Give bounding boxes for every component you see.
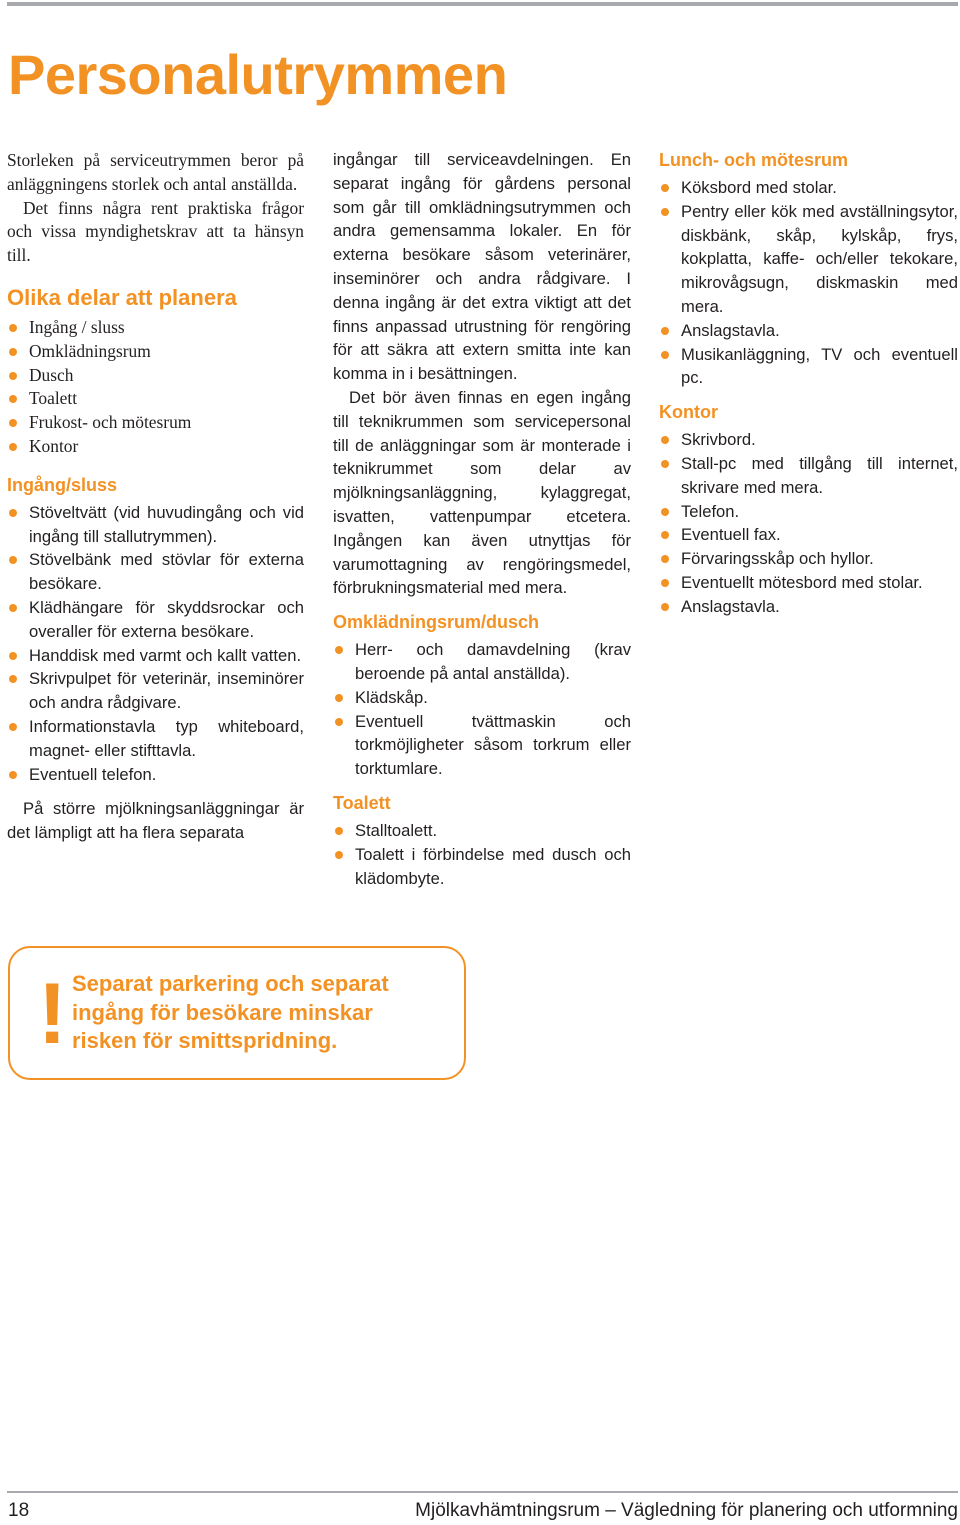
bullet-icon <box>9 348 17 356</box>
kontor-list <box>659 428 958 618</box>
top-rule <box>7 2 958 6</box>
callout-box <box>8 946 466 1080</box>
bullet-icon <box>9 324 17 332</box>
bullet-icon <box>9 652 17 660</box>
page-number: 18 <box>8 1500 30 1521</box>
bullet-icon <box>661 603 669 611</box>
column-2 <box>333 148 631 890</box>
list-item: Skrivpulpet för veterinär, inseminörer och andra rådgivare. <box>7 667 304 715</box>
bullet-icon <box>9 556 17 564</box>
bullet-icon <box>9 395 17 403</box>
bullet-icon <box>9 723 17 731</box>
section-heading-lunch: Lunch- och mötesrum <box>659 150 849 170</box>
list-item: Dusch <box>7 364 304 388</box>
bullet-icon <box>661 508 669 516</box>
lunch-list <box>659 176 958 390</box>
list-item: Kontor <box>7 435 304 459</box>
list-item: Pentry eller kök med avställningsytor, diskbänk, skåp, kylskåp, frys, kokplatta, kaffe- och/eller tekokare, mikrovågsugn, diskmaskin med mera. <box>659 200 958 319</box>
intro-paragraph: Storleken på serviceutrymmen beror på anläggningens storlek och antal anställda. <box>7 150 304 194</box>
list-item: Stall-pc med tillgång till internet, skrivare med mera. <box>659 452 958 500</box>
exclamation-icon: ! <box>38 966 67 1062</box>
list-item: Skrivbord. <box>659 428 958 452</box>
bullet-icon <box>9 372 17 380</box>
list-item: Stöveltvätt (vid huvudingång och vid ingång till stallutrymmen). <box>7 501 304 549</box>
list-item: Stalltoalett. <box>333 819 631 843</box>
bullet-icon <box>9 419 17 427</box>
bullet-icon <box>661 531 669 539</box>
body-paragraph: ingångar till serviceavdelningen. En separat ingång för gårdens personal som går till omklädningsutrymmen och andra gemensamma lokaler. En för externa besökare såsom veterinärer, inseminörer och andra rådgivare. I denna ingång är det extra viktigt att det finns anpassad utrustning för rengöring för att säkra att extern smitta inte kan komma in i besättningen. <box>333 150 631 384</box>
list-item: Informationstavla typ whiteboard, magnet- eller stifttavla. <box>7 715 304 763</box>
list-item: Eventuell telefon. <box>7 763 304 787</box>
bullet-icon <box>661 436 669 444</box>
page-title: Personalutrymmen <box>8 43 508 106</box>
callout-text: Separat parkering och separat ingång för besökare minskar risken för smittspridning. <box>72 971 389 1053</box>
bullet-icon <box>661 555 669 563</box>
section-heading-omkladning: Omklädningsrum/dusch <box>333 612 540 633</box>
list-item: Klädhängare för skyddsrockar och overaller för externa besökare. <box>7 596 304 644</box>
list-item: Köksbord med stolar. <box>659 176 958 200</box>
list-item: Musikanläggning, TV och eventuell pc. <box>659 343 958 391</box>
column-1 <box>7 148 304 845</box>
column-3 <box>659 148 958 619</box>
bullet-icon <box>9 509 17 517</box>
list-item: Herr- och damavdelning (krav beroende på antal anställda). <box>333 638 631 686</box>
bullet-icon <box>335 718 343 726</box>
list-item: Omklädningsrum <box>7 340 304 364</box>
bullet-icon <box>9 771 17 779</box>
bullet-icon <box>9 604 17 612</box>
toalett-list <box>333 819 631 890</box>
list-item: Toalett <box>7 387 304 411</box>
list-item: Stövelbänk med stövlar för externa besökare. <box>7 548 304 596</box>
bullet-icon <box>661 351 669 359</box>
list-item: Telefon. <box>659 500 958 524</box>
list-item: Eventuellt mötesbord med stolar. <box>659 571 958 595</box>
bullet-icon <box>661 208 669 216</box>
bullet-icon <box>9 675 17 683</box>
ingang-list <box>7 501 304 787</box>
list-item: Toalett i förbindelse med dusch och klädombyte. <box>333 843 631 891</box>
section-heading-ingang: Ingång/sluss <box>7 474 118 495</box>
section-heading-olika: Olika delar att planera <box>7 284 237 310</box>
section-heading-kontor: Kontor <box>659 402 718 423</box>
bullet-icon <box>335 694 343 702</box>
list-item: Handdisk med varmt och kallt vatten. <box>7 644 304 668</box>
footer-rule <box>7 1491 958 1493</box>
intro-paragraph-2: Det finns några rent praktiska frågor och vissa myndighetskrav att ta hänsyn till. <box>7 197 304 266</box>
omkladning-list <box>333 638 631 781</box>
list-item: Frukost- och mötesrum <box>7 411 304 435</box>
bullet-icon <box>661 327 669 335</box>
bullet-icon <box>661 184 669 192</box>
bullet-icon <box>335 851 343 859</box>
bullet-icon <box>9 443 17 451</box>
olika-list <box>7 316 304 459</box>
publication-title: Mjölkavhämtningsrum – Vägledning för planering och utformning <box>415 1500 958 1521</box>
body-paragraph: Det bör även finnas en egen ingång till teknikrummen som servicepersonal till de anläggningar som är monterade i teknikrummet som delar av mjölkningsanläggning, kylaggregat, isvatten, vattenpumpar etcetera. Ingången kan även utnyttjas för varumottagning av rengöringsmedel, förbrukningsmaterial med mera. <box>333 387 631 598</box>
body-paragraph: På större mjölkningsanläggningar är det lämpligt att ha flera separata <box>7 799 304 843</box>
list-item: Anslagstavla. <box>659 595 958 619</box>
list-item: Anslagstavla. <box>659 319 958 343</box>
bullet-icon <box>335 646 343 654</box>
list-item: Eventuell tvättmaskin och torkmöjligheter såsom torkrum eller torktumlare. <box>333 710 631 781</box>
list-item: Klädskåp. <box>333 686 631 710</box>
bullet-icon <box>661 579 669 587</box>
list-item: Förvaringsskåp och hyllor. <box>659 547 958 571</box>
bullet-icon <box>335 827 343 835</box>
section-heading-toalett: Toalett <box>333 792 391 813</box>
list-item: Ingång / sluss <box>7 316 304 340</box>
bullet-icon <box>661 460 669 468</box>
list-item: Eventuell fax. <box>659 523 958 547</box>
